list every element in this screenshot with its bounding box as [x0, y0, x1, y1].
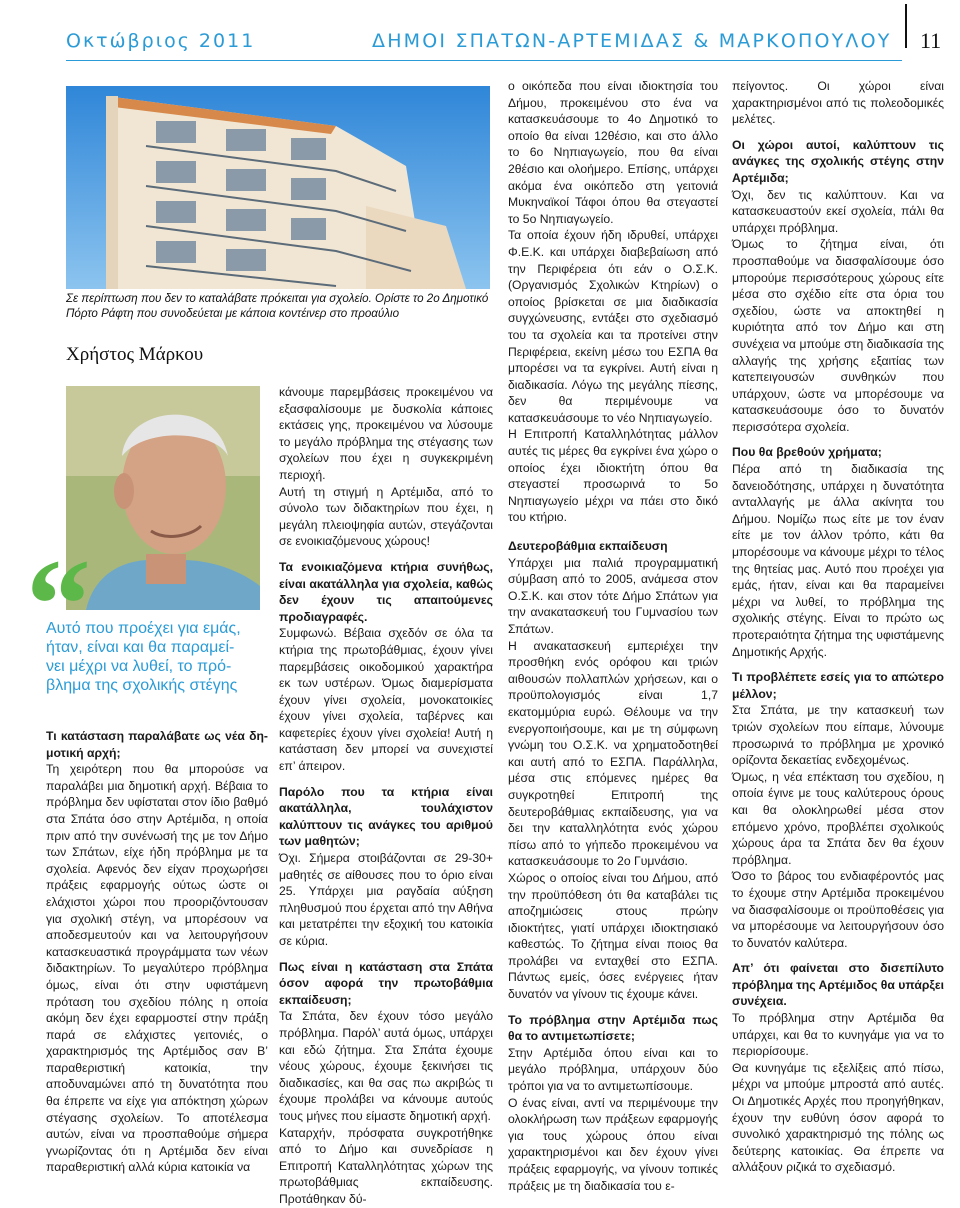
answer-paragraph: Συμφωνώ. Βέβαια σχεδόν σε όλα τα κτήρια της πρωτοβάθμιας, έχουν γίνει παρεμβάσεις οικοδομικού χαρακτήρα εκ των υστέρων. Όμως διαμερίσματα έχουν γίνει σχολεία, μονοκατοικίες έχουν γίνει σχολεία, ταβέρνες και καφετερίες έχουν γίνει σχολεία! Αυτή η κατάσταση δεν μπορεί να συνεχιστεί επ’ άπειρον.: [279, 626, 493, 774]
answer-paragraph: Υπάρχει μια παλιά προγραμματική σύμβαση από το 2005, ανάμεσα στον Ο.Σ.Κ. και στον τότε Δήμο Σπάτων για την ανακατασκευή του Γυμνασίου των Σπάτων.: [508, 555, 718, 636]
interview-question: Το πρόβλημα στην Αρτέμιδα πως θα το αντιμετωπίσετε;: [508, 1012, 718, 1044]
answer-paragraph: Αυτή τη στιγμή η Αρτέμιδα, από το σύνολο των διδακτηρίων που έχει, η μεγάλη πλειοψηφία αυτών, στεγάζονται σε ενοικιαζόμενους χώρους!: [279, 484, 493, 549]
article-column-1: [46, 728, 268, 1176]
answer-paragraph: Τα οποία έχουν ήδη ιδρυθεί, υπάρχει Φ.Ε.Κ. και υπάρχει διαβεβαίωση από την Περιφέρεια ότι εάν ο Ο.Σ.Κ.(Οργανισμός Σχολικών Κτηρίων) ο οποίος βρίσκεται σε μια διαδικασία συγχώνευσης, εντάξει στο σχεδιασμό του τα σχολεία και τα προτείνει στην Περιφέρεια, εκείνη μέσω του ΕΣΠΑ θα μπορέσει να τα εγκρίνει. Αυτή είναι η διαδικασία. Λόγω της μεγάλης πίεσης, δεν θα περιμένουμε να κατασκευάσουμε το νέο Νηπιαγωγείο.: [508, 228, 718, 425]
issue-date: Οκτώβριος 2011: [66, 30, 256, 52]
quote-mark: “: [26, 533, 91, 677]
publication-title: ΔΗΜΟΙ ΣΠΑΤΩΝ-ΑΡΤΕΜΙΔΑΣ & ΜΑΡΚΟΠΟΥΛΟΥ: [372, 30, 892, 52]
interviewee-portrait: [66, 386, 260, 610]
answer-paragraph: Όμως, η νέα επέκταση του σχεδίου, η οποία έγινε με τους καλύτερους όρους και θα ολοκληρωθεί μέσα στον επόμενο χρόνο, προβλέπει σχολικούς χώρους άρα τα Σπάτα δεν θα έχουν πρόβλημα.: [732, 769, 944, 867]
answer-paragraph: Στην Αρτέμιδα όπου είναι και το μεγάλο πρόβλημα, υπάρχουν δύο τρόποι για να το αντιμετωπίσουμε.: [508, 1045, 718, 1094]
answer-paragraph: Τη χειρότερη που θα μπορούσε να παραλάβει μια δημοτική αρχή. Βέβαια το πρόβλημα δεν υφίσταται στον ίδιο βαθμό στα Σπάτα όσο στην Αρτέμιδα, η οποία πριν από την συνένωσή της με τον Δήμο των Σπάτων, είχε ήδη πρόβλημα με τα σχολεία. Αφενός δεν είχαν προχωρήσει πράξεις εφαρμογής ούτως ώστε οι ελάχιστοι χώροι που προοριζόντουσαν για σχολική στέγη, να μπορέσουν να αποδεσμευτούν και να λειτουργήσουν κατασκευαστικά προγράμματα των νέων διδακτηρίων. Το μεγαλύτερο πρόβλημα όμως, είναι ότι στην υφιστάμενη πρόταση του σχεδίου πόλης η οποία ακόμη δεν έχει εφαρμοστεί στην πράξη παρά σε ελάχιστες γειτονιές, ο χαρακτηρισμός της Αρτέμιδος σαν Β’ παραθεριστική κατοικία, την αποδυναμώνει από τη δυνατότητα που θα έπρεπε να είχε για απόκτηση χώρων στέγασης σχολείων. Το αποτέλεσμα αυτών, είναι να προσπαθούμε σήμερα γνωρίζοντας ότι η Αρτέμιδα δεν είναι παραθεριστική αλλά κύρια κατοικία να: [46, 762, 268, 1175]
answer-paragraph: Η Επιτροπή Καταλληλότητας μάλλον αυτές τις μέρες θα εγκρίνει ένα χώρο ο οποίος έχει ιδιοκτήτη όπου θα στεγαστεί προσωρινά το 5ο Νηπιαγωγείο μέχρι να πάει στο δικό του κτήριο.: [508, 427, 718, 525]
interview-question: Παρόλο που τα κτήρια είναι ακατάλληλα, τουλάχιστον καλύπτουν τις ανάγκες του αριθμού των μαθητών;: [279, 784, 493, 849]
article-column-2: [279, 384, 493, 1208]
interview-question: Πως είναι η κατάσταση στα Σπάτα όσον αφορά την πρωτοβάθμια εκπαίδευση;: [279, 959, 493, 1007]
answer-paragraph: Στα Σπάτα, με την κατασκευή των τριών σχολείων που είπαμε, λύνουμε προσωρινά το πρόβλημα με χρονικό ορίζοντα δεκαετίας ενδεχομένως.: [732, 703, 944, 768]
pull-quote: [46, 619, 276, 695]
page-number: 11: [920, 28, 942, 53]
school-building-photo: [66, 86, 490, 289]
author-name: Χρήστος Μάρκου: [66, 344, 204, 365]
interview-question: Απ’ ότι φαίνεται στο δισεπίλυτο πρόβλημα της Αρτέμιδος θα υπάρξει συνέχεια.: [732, 961, 944, 1009]
answer-paragraph: Πέρα από τη διαδικασία της δανειοδότησης, υπάρχει η δυνατότητα ανταλλαγής με άλλα ακίνητα του Δήμου. Νομίζω πως είτε με τον έναν είτε με τον άλλον τρόπο, κάτι θα μπορέσουμε να κάνουμε μέχρι το τέλος της θητείας μας. Αυτό που προέχει για εμάς, ήταν, είναι και θα παραμείνει μέχρι να λυθεί, το πρόβλημα της σχολικής στέγης. Είναι το πρώτο ως προτεραιότητα ζήτημα της υφιστάμενης Δημοτικής Αρχής.: [732, 462, 944, 659]
answer-paragraph: Ο ένας είναι, αντί να περιμένουμε την ολοκλήρωση των πράξεων εφαρμογής για τους χώρους όπου είναι χαρακτηρισμένοι και δεν έχουν γίνει πράξεις εφαρμογής, να γίνουν τοπικές πράξεις με τη διαδικασία του ε-: [508, 1095, 718, 1193]
answer-paragraph: ο οικόπεδα που είναι ιδιοκτησία του Δήμου, προκειμένου στο ένα να κατασκευάσουμε το 4ο Δημοτικό το οποίο θα είναι 12θέσιο, και στο άλλο το 6ο Νηπιαγωγείο, που θα είναι 2θέσιο και ολοήμερο. Επίσης, υπάρχει ακόμα ένα οικόπεδο στη γειτονιά Μυκηναϊκοί Τάφοι όπου θα στεγαστεί το 5ο Νηπιαγωγείο.: [508, 79, 718, 226]
pull-quote-line: ήταν, είναι και θα παραμεί-: [46, 639, 235, 656]
answer-paragraph: πείγοντος. Οι χώροι είναι χαρακτηρισμένοι από τις πολεοδομικές μελέτες.: [732, 79, 944, 127]
article-column-3: [508, 78, 718, 1194]
answer-paragraph: Θα κυνηγάμε τις εξελίξεις από πίσω, μέχρι να μπούμε μπροστά από αυτές. Οι Δημοτικές Αρχές που προηγήθηκαν, έχουν την ευθύνη όσον αφορά το συνολικό χαρακτηρισμό της πόλης ως δεύτερης κατοικίας. Θα έπρεπε να αλλάξουν ριζικά το σχεδιασμό.: [732, 1060, 944, 1175]
interview-question: Οι χώροι αυτοί, καλύπτουν τις ανάγκες της σχολικής στέγης στην Αρτέμιδα;: [732, 137, 944, 185]
section-heading: Δευτεροβάθμια εκπαίδευση: [508, 539, 668, 554]
pull-quote-line: Αυτό που προέχει για εμάς,: [46, 620, 241, 637]
pull-quote-line: νει μέχρι να λυθεί, το πρό-: [46, 658, 232, 675]
answer-paragraph: Καταρχήν, πρόσφατα συγκροτήθηκε από το Δήμο και συνεδρίασε η Επιτροπή Καταλληλότητας χώρων της πρωτοβάθμιας εκπαίδευσης. Προτάθηκαν δύ-: [279, 1125, 493, 1206]
answer-paragraph: κάνουμε παρεμβάσεις προκειμένου να εξασφαλίσουμε με δυσκολία κάποιες εκτάσεις γης, προκειμένου να λύσουμε το μεγάλο πρόβλημα της στέγασης των σχολείων που έχει η συγκεκριμένη περιοχή.: [279, 385, 493, 482]
interview-question: Τι κατάσταση παραλάβατε ως νέα δη-μοτική αρχή;: [46, 729, 268, 760]
answer-paragraph: Χώρος ο οποίος είναι του Δήμου, από την προϋπόθεση ότι θα καταβάλει τις αποζημιώσεις στους πρώην ιδιοκτήτες, γιατί υπάρχει ιδιοκτησιακό καθεστώς. Το ζήτημα είναι ποιος θα προλάβει να ενταχθεί στο ΕΣΠΑ. Πάντως εμείς, όσες ενέργειες ήταν δυνατόν να γίνουν τις έχουμε κάνει.: [508, 870, 718, 1002]
interview-question: Τα ενοικιαζόμενα κτήρια συνήθως, είναι ακατάλληλα για σχολεία, καθώς δεν έχουν τις απαιτούμενες προδιαγραφές.: [279, 559, 493, 624]
answer-paragraph: Όχι, δεν τις καλύπτουν. Και να κατασκευαστούν εκεί σχολεία, πάλι θα υπάρχει πρόβλημα.: [732, 187, 944, 235]
answer-paragraph: Τα Σπάτα, δεν έχουν τόσο μεγάλο πρόβλημα. Παρόλ’ αυτά όμως, υπάρχει και εδώ ζήτημα. Στα Σπάτα έχουμε νέους χώρους, έχουμε ξεκινήσει τις διαδικασίες, και θα σας πω ακριβώς τι έχουμε προλάβει να κάνουμε αυτούς τους μήνες που είμαστε δημοτική αρχή.: [279, 1009, 493, 1123]
photo-caption: Σε περίπτωση που δεν το καταλάβατε πρόκειται για σχολείο. Ορίστε το 2ο Δημοτικό Πόρτο Ράφτη που συνοδεύεται με κάποια κοντέινερ στο προαύλιο: [66, 292, 489, 320]
answer-paragraph: Το πρόβλημα στην Αρτέμιδα θα υπάρχει, και θα το κυνηγάμε για να το περιορίσουμε.: [732, 1011, 944, 1059]
answer-paragraph: Η ανακατασκευή εμπεριέχει την προσθήκη ενός ορόφου και τριών αιθουσών πολλαπλών χρήσεων, και ο προϋπολογισμός είναι 1,7 εκατομμύρια ευρώ. Θέλουμε να την ενεργοποιήσουμε, και με τη σύμφωνη γνώμη του Ο.Σ.Κ. να χρηματοδοτηθεί και αυτή από το ΕΣΠΑ. Παράλληλα, μέσα στις επόμενες ημέρες θα συγκροτηθεί Επιτροπή της δευτεροβάθμιας εκπαίδευσης, για να δει την καταλληλότητα ενός χώρου πίσω από το γήπεδο προκειμένου να κατασκευάσουμε το 2ο Γυμνάσιο.: [508, 638, 718, 869]
answer-paragraph: Όμως το ζήτημα είναι, ότι προσπαθούμε να διασφαλίσουμε όσο μπορούμε περισσότερους χώρους είτε μέσα στο σχέδιο είτε στα όρια του σχεδίου, ώστε να αποκτηθεί η κυριότητα από τον Δήμο και στη συνέχεια να μπούμε στη διαδικασία της αλλαγής της χρήσης εξαιτίας των κατεπειγουσών συνθηκών που υπάρχουν, ώστε να μπορέσουμε να κατασκευάσουμε όσο το δυνατόν περισσότερα σχολεία.: [732, 237, 944, 434]
answer-paragraph: Όχι. Σήμερα στοιβάζονται σε 29-30+ μαθητές σε αίθουσες που το όριο είναι 25. Υπάρχει μια ραγδαία αύξηση πληθυσμού που έρχεται από την Αθήνα και μετατρέπει την εξοχική του κατοικία σε κύρια.: [279, 851, 493, 948]
interview-question: Που θα βρεθούν χρήματα;: [732, 445, 882, 460]
interview-question: Τι προβλέπετε εσείς για το απώτερο μέλλον;: [732, 670, 944, 701]
article-column-4: [732, 78, 944, 1176]
answer-paragraph: Όσο το βάρος του ενδιαφέροντός μας το έχουμε στην Αρτέμιδα προκειμένου να διασφαλίσουμε οι προϋποθέσεις για να μπορέσουμε να λειτουργήσουν όσο το δυνατόν καλύτερα.: [732, 869, 944, 950]
pull-quote-line: βλημα της σχολικής στέγης: [46, 677, 238, 694]
header-rule: [66, 60, 902, 61]
header-divider: [905, 4, 907, 48]
